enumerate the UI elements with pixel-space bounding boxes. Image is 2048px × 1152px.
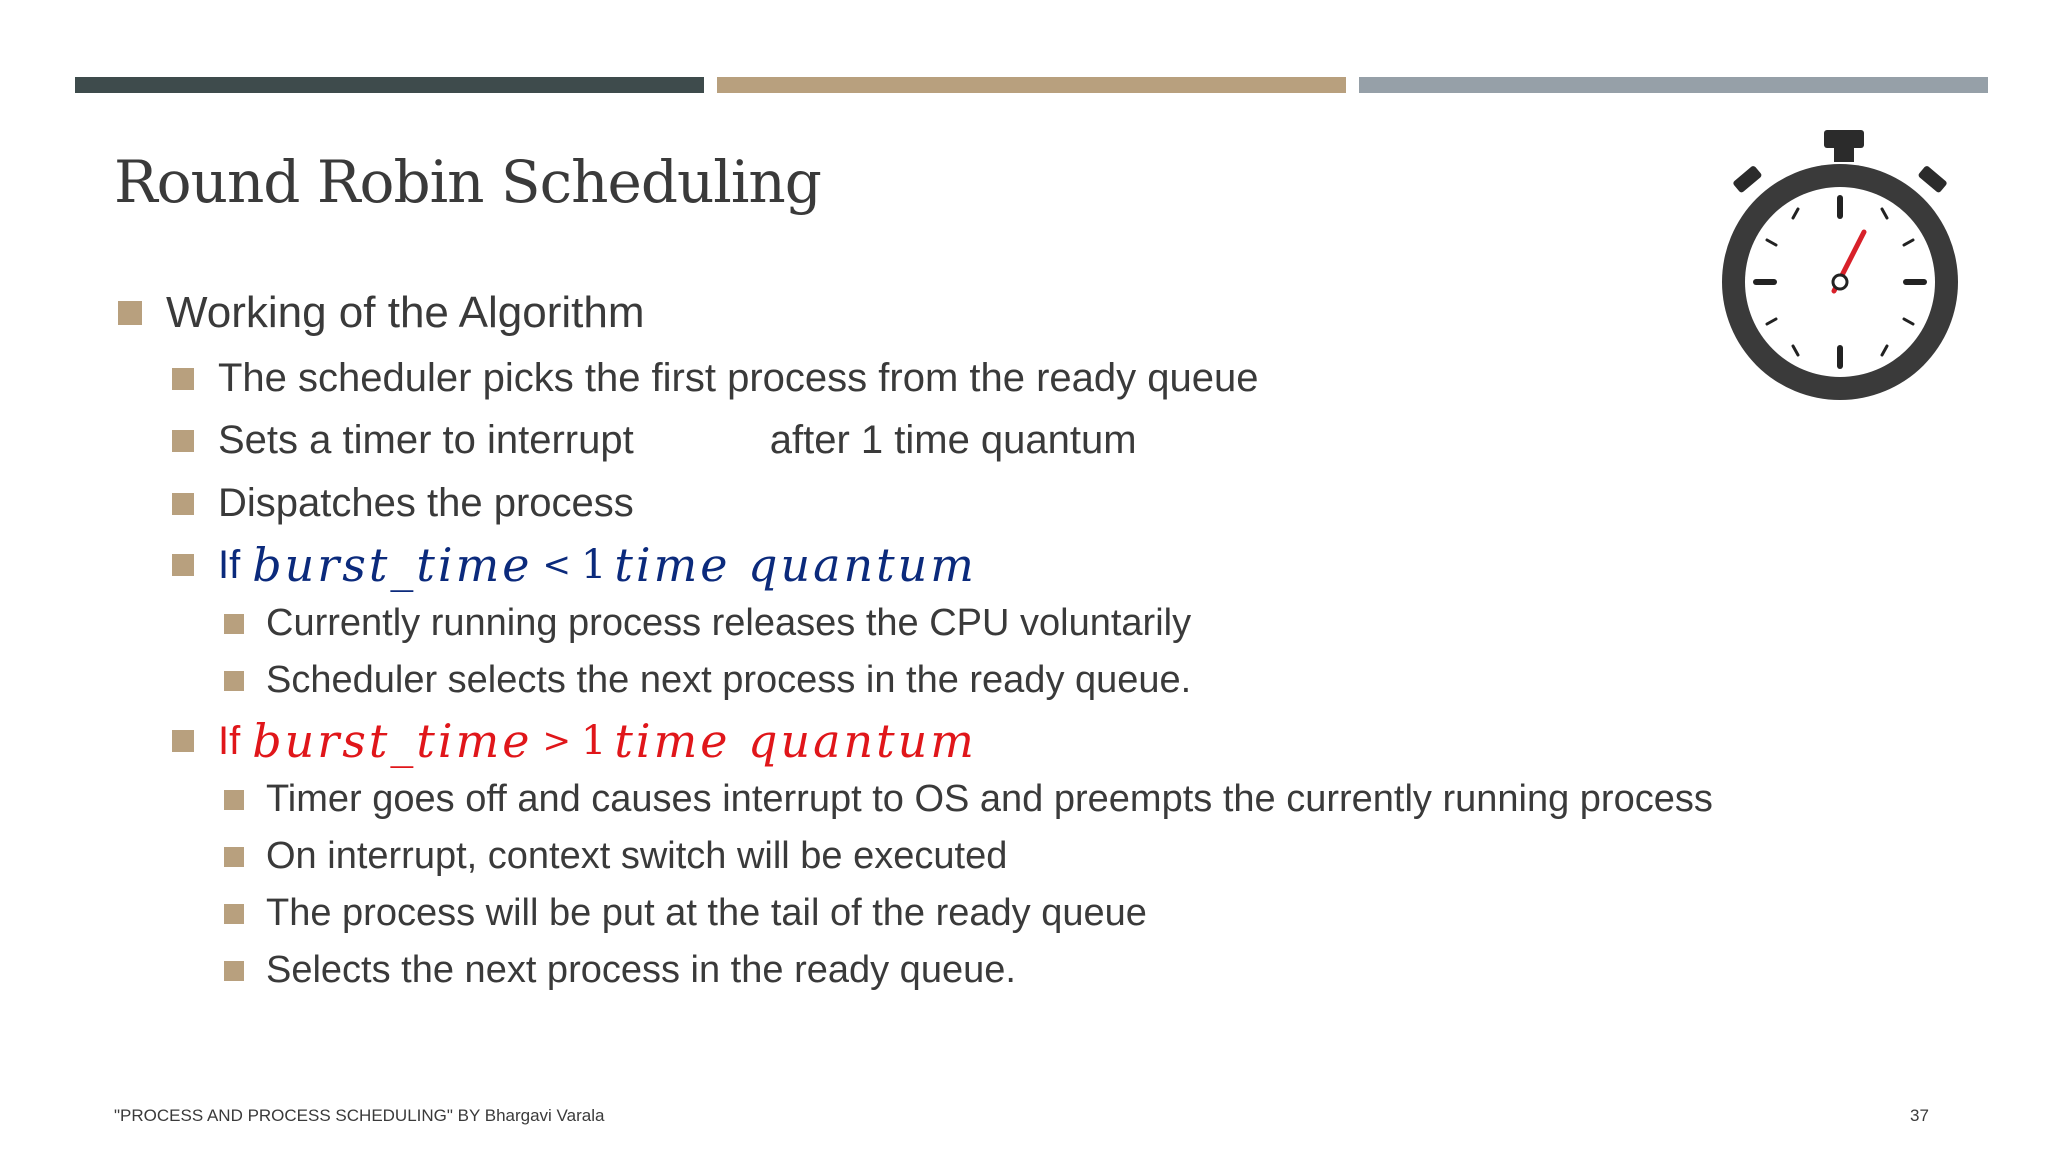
list-item-text: Scheduler selects the next process in the ready queue.: [266, 659, 1192, 701]
list-item: [172, 356, 1259, 401]
stopwatch-icon: [1716, 128, 1964, 408]
page-number: 37: [1910, 1106, 1929, 1125]
list-item-text-continued: after 1 time quantum: [769, 418, 1137, 462]
sub-list-item: [224, 835, 1007, 878]
bullet-square: [224, 961, 244, 981]
condition-operator: <: [542, 545, 571, 585]
bullet-square: [172, 430, 194, 452]
condition-rest: time quantum: [614, 714, 977, 768]
slide-title: Round Robin Scheduling: [114, 148, 821, 216]
condition-var: burst_time: [252, 714, 533, 768]
list-item: [172, 418, 1137, 463]
list-item-text: Selects the next process in the ready queue.: [266, 949, 1016, 991]
condition-var: burst_time: [252, 538, 533, 592]
list-item-text: The scheduler picks the first process from the ready queue: [218, 356, 1259, 400]
list-item-text: Dispatches the process: [218, 481, 634, 525]
condition-greater-than: [172, 714, 977, 768]
bullet-square: [224, 671, 244, 691]
sub-list-item: [224, 602, 1191, 645]
list-item: [172, 481, 634, 526]
accent-bar-tan: [717, 77, 1346, 93]
accent-bar-dark: [75, 77, 704, 93]
accent-bar-gray: [1359, 77, 1988, 93]
bullet-square: [224, 904, 244, 924]
sub-list-item: [224, 659, 1191, 702]
bullet-square: [172, 554, 194, 576]
bullet-square: [224, 614, 244, 634]
list-item-working: [118, 288, 645, 338]
condition-rest: time quantum: [614, 538, 977, 592]
condition-number: 1: [580, 718, 607, 764]
sub-list-item: [224, 892, 1147, 935]
list-item-text: The process will be put at the tail of the ready queue: [266, 892, 1147, 934]
condition-if: If: [218, 718, 241, 763]
condition-operator: >: [542, 721, 571, 761]
bullet-square: [172, 368, 194, 390]
list-item-text: Currently running process releases the CPU voluntarily: [266, 602, 1192, 644]
condition-if: If: [218, 542, 241, 587]
list-item-text: Timer goes off and causes interrupt to OS and preempts the currently running process: [266, 778, 1713, 820]
bullet-square: [224, 847, 244, 867]
condition-less-than: [172, 538, 977, 592]
bullet-square: [172, 730, 194, 752]
sub-list-item: [224, 949, 1016, 992]
list-item-text: On interrupt, context switch will be executed: [266, 835, 1008, 877]
list-item-text: Working of the Algorithm: [166, 288, 645, 337]
condition-number: 1: [580, 542, 607, 588]
footer-source: "PROCESS AND PROCESS SCHEDULING" BY Bhargavi Varala: [114, 1106, 605, 1125]
bullet-square: [224, 790, 244, 810]
bullet-square: [172, 493, 194, 515]
sub-list-item: [224, 778, 1713, 821]
bullet-square: [118, 301, 142, 325]
list-item-text: Sets a timer to interrupt: [218, 418, 634, 462]
